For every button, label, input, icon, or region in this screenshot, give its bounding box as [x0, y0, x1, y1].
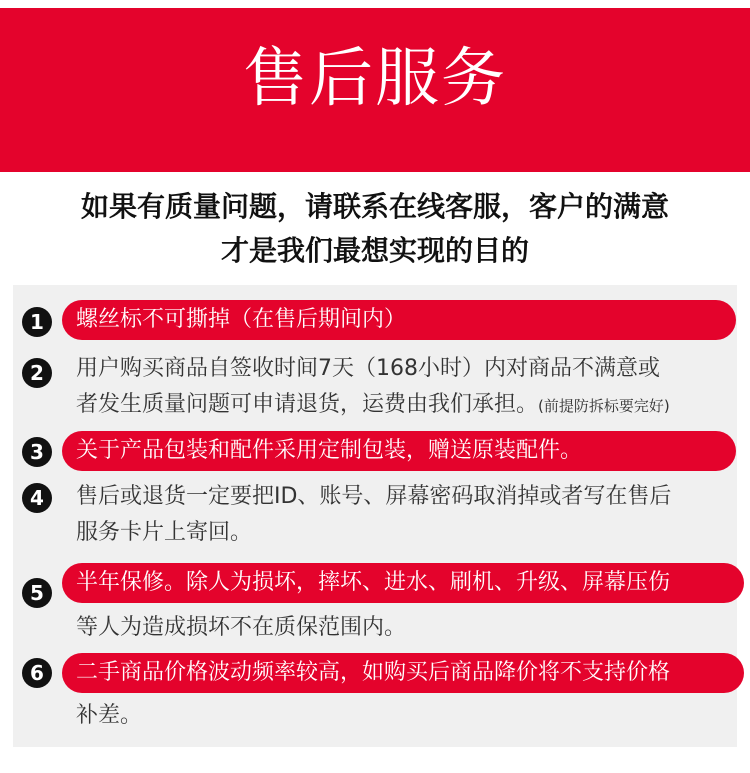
- number-badge-4: 4: [22, 483, 52, 513]
- item-2-line-1: 用户购买商品自签收时间7天（168小时）内对商品不满意或: [76, 356, 660, 381]
- number-badge-2: 2: [22, 358, 52, 388]
- item-2-line-2: [76, 387, 670, 424]
- item-1-highlight: 螺丝标不可撕掉（在售后期间内）: [62, 300, 736, 340]
- intro-line-2: 才是我们最想实现的目的: [220, 234, 529, 267]
- item-2-text: 者发生质量问题可申请退货，运费由我们承担。: [76, 392, 539, 417]
- item-6-line-2: 补差。: [76, 703, 143, 728]
- number-badge-6: 6: [22, 658, 52, 688]
- number-badge-5: 5: [22, 578, 52, 608]
- item-5-highlight: 半年保修。除人为损坏，摔坏、进水、刷机、升级、屏幕压伤: [62, 563, 744, 603]
- intro-line-1: 如果有质量问题，请联系在线客服，客户的满意: [80, 190, 669, 223]
- item-4-line-1: 售后或退货一定要把ID、账号、屏幕密码取消掉或者写在售后: [76, 484, 672, 509]
- header-banner: [0, 8, 750, 172]
- intro-text: [0, 185, 750, 273]
- item-2-note: (前提防拆标要完好): [538, 397, 670, 415]
- item-5-line-2: 等人为造成损坏不在质保范围内。: [76, 615, 407, 640]
- number-badge-3: 3: [22, 437, 52, 467]
- number-badge-1: 1: [22, 307, 52, 337]
- item-6-highlight: 二手商品价格波动频率较高，如购买后商品降价将不支持价格: [62, 653, 744, 693]
- page-title: 售后服务: [243, 42, 507, 116]
- item-3-highlight: 关于产品包装和配件采用定制包装，赠送原装配件。: [62, 431, 736, 471]
- item-4-line-2: 服务卡片上寄回。: [76, 520, 253, 545]
